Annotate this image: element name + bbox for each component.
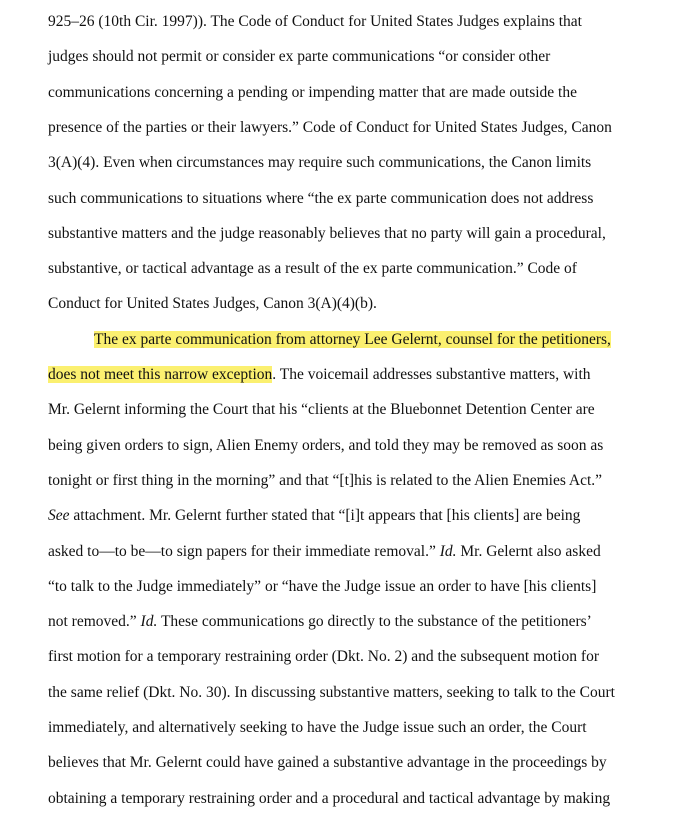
text-segment: judges should not permit or consider ex parte communications “or consider other bbox=[48, 48, 551, 66]
text-line bbox=[48, 365, 591, 385]
text-line bbox=[48, 436, 603, 456]
text-segment: believes that Mr. Gelernt could have gained a substantive advantage in the proceedings by bbox=[48, 754, 607, 772]
text-segment: presence of the parties or their lawyers.” Code of Conduct for United States Judges, Canon bbox=[48, 118, 612, 136]
text-line bbox=[94, 330, 611, 350]
text-line bbox=[48, 542, 601, 562]
text-line bbox=[48, 259, 577, 279]
text-line bbox=[48, 683, 615, 703]
text-segment: Mr. Gelernt informing the Court that his “clients at the Bluebonnet Detention Center are bbox=[48, 401, 595, 419]
text-line bbox=[48, 647, 599, 667]
text-line bbox=[48, 294, 377, 314]
text-line bbox=[48, 153, 591, 173]
text-line bbox=[48, 83, 577, 103]
text-line bbox=[48, 577, 596, 597]
text-segment: asked to—to be—to sign papers for their immediate removal.” bbox=[48, 542, 440, 560]
text-segment: tonight or first thing in the morning” and that “[t]his is related to the Alien Enemies Act.” bbox=[48, 471, 603, 489]
text-segment: substantive matters and the judge reasonably believes that no party will gain a procedural, bbox=[48, 224, 606, 242]
text-segment: Mr. Gelernt also asked bbox=[456, 542, 601, 560]
text-line bbox=[48, 506, 580, 526]
citation-signal: See bbox=[48, 507, 70, 525]
text-segment: first motion for a temporary restraining order (Dkt. No. 2) and the subsequent motion for bbox=[48, 648, 599, 666]
citation-signal: Id. bbox=[439, 542, 457, 560]
text-segment: 3(A)(4). Even when circumstances may require such communications, the Canon limits bbox=[48, 154, 592, 172]
highlighted-text: does not meet this narrow exception bbox=[48, 366, 273, 383]
text-segment: communications concerning a pending or impending matter that are made outside the bbox=[48, 83, 577, 101]
citation-signal: Id. bbox=[140, 613, 158, 631]
text-line bbox=[48, 118, 612, 138]
text-segment: substantive, or tactical advantage as a result of the ex parte communication.” Code of bbox=[48, 260, 577, 278]
text-segment: Conduct for United States Judges, Canon 3(A)(4)(b). bbox=[48, 295, 377, 313]
text-line bbox=[48, 612, 592, 632]
text-line bbox=[48, 189, 593, 209]
text-segment: obtaining a temporary restraining order and a procedural and tactical advantage by making bbox=[48, 789, 611, 807]
text-segment: 925–26 (10th Cir. 1997)). The Code of Conduct for United States Judges explains that bbox=[48, 13, 582, 30]
text-segment: the same relief (Dkt. No. 30). In discussing substantive matters, seeking to talk to the Court bbox=[48, 683, 615, 701]
text-line bbox=[48, 789, 610, 809]
text-line bbox=[48, 47, 550, 67]
text-line bbox=[48, 400, 595, 420]
text-segment: These communications go directly to the substance of the petitioners’ bbox=[157, 613, 592, 631]
text-segment: . The voicemail addresses substantive matters, with bbox=[272, 366, 591, 383]
text-segment: such communications to situations where “the ex parte communication does not address bbox=[48, 189, 594, 207]
text-segment: “to talk to the Judge immediately” or “have the Judge issue an order to have [his clients] bbox=[48, 577, 597, 595]
text-line bbox=[48, 753, 607, 773]
text-segment: not removed.” bbox=[48, 613, 141, 631]
text-line bbox=[48, 224, 606, 244]
text-segment: immediately, and alternatively seeking to have the Judge issue such an order, the Court bbox=[48, 719, 587, 736]
text-segment: attachment. Mr. Gelernt further stated that “[i]t appears that [his clients] are being bbox=[69, 507, 581, 525]
text-segment: being given orders to sign, Alien Enemy orders, and told they may be removed as soon as bbox=[48, 436, 604, 454]
text-line bbox=[48, 12, 582, 32]
text-line bbox=[48, 718, 587, 738]
highlighted-text: The ex parte communication from attorney Lee Gelernt, counsel for the petitioners, bbox=[94, 330, 611, 348]
text-line bbox=[48, 471, 602, 491]
